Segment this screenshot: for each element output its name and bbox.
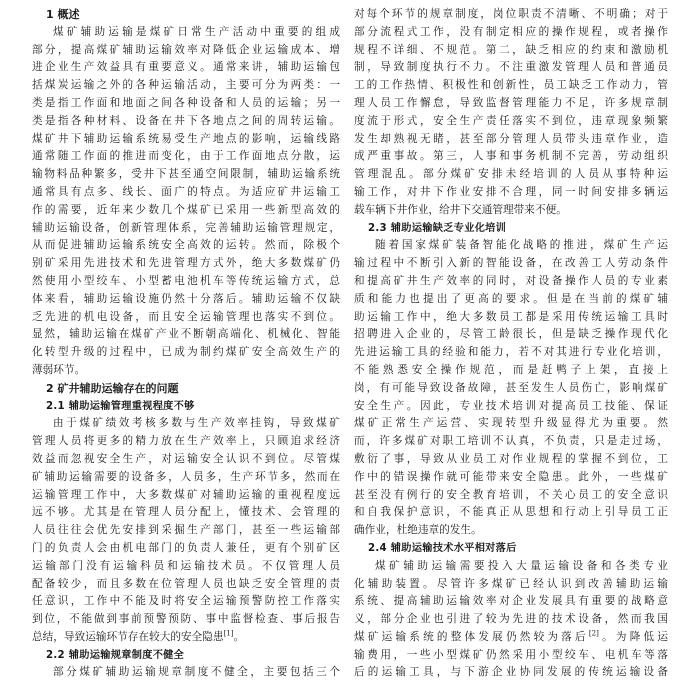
body-text-line: 运输管理工作中，大多数煤矿对辅助运输的重视程度远 <box>32 488 340 501</box>
subsection-heading: 2.3 辅助运输缺乏专业化培训 <box>368 222 507 234</box>
body-text-line: 义，部分企业也引进了较为先进的技术设备，然而我国 <box>354 613 668 626</box>
body-text-line: 质和能力也提出了更高的要求。但是在当前的煤矿辅 <box>354 292 668 305</box>
body-text-line: 效益而忽视安全生产，对运输安全认识不到位。尽管煤 <box>32 452 340 465</box>
body-text-line: 对每个环节的规章制度，岗位职责不清晰、不明确；对于 <box>354 8 668 20</box>
body-text-line: 辅助运输设备，创新管理体系，完善辅助运输管理规定， <box>32 221 340 234</box>
body-text-line: 化辅助装置。尽管许多煤矿已经认识到改善辅助运输 <box>354 577 668 590</box>
body-text-line: 载车辆下井作业，给井下交通管理带来不便。 <box>354 203 567 216</box>
right-column-text <box>354 6 668 682</box>
body-text-line: 薄弱环节。 <box>32 363 86 376</box>
body-text-line: 矿辅助运输需要的设备多，人员多，生产环节多，然而在 <box>32 470 340 483</box>
body-text-line: 通常随工作面的推进而变化，由于工作面地点分散，运 <box>32 150 340 163</box>
body-text-line: 门的负责人会由机电部门的负责人兼任，更有个别矿区 <box>32 541 340 554</box>
body-text-line: 煤矿井下辅助运输系统易受生产地点的影响，运输线路 <box>32 132 340 145</box>
body-text-line: 成严重事故。第三，人事和事务机制不完善，劳动组织 <box>354 150 668 163</box>
body-text-line: 输工作，对井下作业安排不合理，同一时间安排多辆运 <box>354 185 668 198</box>
body-text-line: 人员往往会优先安排到采掘生产部门，甚至一些运输部 <box>32 524 340 537</box>
body-text-line: 化转型升级的过程中，已成为制约煤矿安全高效生产的 <box>32 346 340 359</box>
body-text-line: 工的工作热情、积极性和创新性，员工缺乏工作动力，管 <box>354 79 668 92</box>
body-text-line: 然使用小型绞车、小型蓄电池机车等传统运输方式，总 <box>32 274 340 287</box>
body-text-line: 别矿采用先进技术和先进管理方式外，绝大多数煤矿仍 <box>32 257 340 270</box>
body-text-line: 乏先进的机电设备，而且安全运输管理也落实不到位。 <box>32 310 340 323</box>
body-text-line: 系统、提高辅助运输效率对企业发展具有重要的战略意 <box>354 595 668 608</box>
section-heading: 2 矿井辅助运输存在的问题 <box>46 381 179 395</box>
body-text-line: 作的需要，近年来少数几个煤矿已采用一些新型高效的 <box>32 203 340 216</box>
body-text-line: 而，许多煤矿对职工培训不认真，不负责，只是走过场， <box>354 435 668 448</box>
body-text-line: 招聘进入企业的，尽管工龄很长，但是缺乏操作现代化 <box>354 328 668 341</box>
body-text-line: 到位，不能做到事前预警预防、事中监督检查、事后报告 <box>32 613 340 626</box>
body-text-line: 岗，有可能导致设备故障，甚至发生人员伤亡，影响煤矿 <box>354 381 668 394</box>
left-column-text <box>32 6 340 682</box>
left-column <box>32 6 340 682</box>
body-text-line: 助运输工作中，绝大多数员工都是采用传统运输工具时 <box>354 310 668 323</box>
subsection-heading: 2.1 辅助运输管理重视程度不够 <box>46 400 195 412</box>
body-text-line: 进企业生产效益具有重要意义。通常来讲，辅助运输包 <box>32 61 340 74</box>
body-text-line: 理人员工作懈怠，导致监督管理能力不足，许多规章制 <box>354 96 668 109</box>
body-text-line: 管理人员将更多的精力放在生产效率上，只顾追求经济 <box>32 435 340 448</box>
subsection-heading: 2.2 辅助运输规章制度不健全 <box>46 649 185 661</box>
body-text-line: 随着国家煤矿装备智能化战略的推进，煤矿生产运 <box>375 239 668 252</box>
body-text-line: 煤矿辅助运输是煤矿日常生产活动中重要的组成 <box>53 25 340 38</box>
right-column <box>354 6 668 682</box>
section-heading: 1 概述 <box>46 8 80 21</box>
body-text-line: 任意识，工作中不能及时将安全运输预警防控工作落实 <box>32 595 340 608</box>
body-text-line: 通常具有点多、线长、面广的特点。为适应矿井运输工 <box>32 185 340 198</box>
body-text-line: 作中的错误操作就可能带来安全隐患。此外，一些煤矿 <box>354 470 668 483</box>
body-text-line: 从而促进辅助运输系统安全高效的运转。然而，除极个 <box>32 239 340 252</box>
body-text-line: 规程不详细、不规范。第二，缺乏相应的约束和激励机 <box>354 43 668 56</box>
citation-ref: [1] <box>223 629 234 638</box>
body-text-line: 体来看，辅助运输设施仍然十分落后。辅助运输不仅缺 <box>32 292 340 305</box>
body-text-line: 显然，辅助运输在煤矿产业不断朝高端化、机械化、智能 <box>32 328 340 341</box>
body-text-line: 运输部门没有运输科员和运输技术员。不仅管理人员 <box>32 559 340 572</box>
body-text-line: 甚至没有例行的安全教育培训，不关心员工的安全意识 <box>354 488 668 501</box>
body-text-line: 管理混乱。部分煤矿安排未经培训的人员从事特种运 <box>354 168 668 181</box>
body-text-line: 部分，提高煤矿辅助运输效率对降低企业运输成本、增 <box>32 43 340 56</box>
body-text-line: 部分煤矿辅助运输规章制度不健全，主要包括三个 <box>53 666 340 679</box>
body-text-line: 煤矿运输系统的整体发展仍然较为落后[2]。为降低运 <box>354 629 668 643</box>
body-text-line: 和自我保护意识，不能真正从思想和行动上引导员工正 <box>354 506 668 519</box>
body-text-line: 由于煤矿绩效考核多数与生产效率挂钩，导致煤矿 <box>53 417 340 430</box>
body-text-line: 煤矿正常生产运营、实现转型升级显得尤为重要。然 <box>354 417 668 430</box>
body-text-line: 发生却熟视无睹，甚至部分管理人员带头违章作业，造 <box>354 132 668 145</box>
body-text-line: 和提高矿井生产效率的同时，对设备操作人员的专业素 <box>354 274 668 287</box>
body-text-line: 度流于形式，安全生产责任落实不到位，违章现象频繁 <box>354 114 668 127</box>
body-text-line: 配备较少，而且多数在位管理人员也缺乏安全管理的责 <box>32 577 340 590</box>
body-text-line: 先进运输工具的经验和能力，若不对其进行专业化培训， <box>354 346 668 359</box>
body-text-line: 类是指工作面和地面之间各种设备和人员的运输；另一 <box>32 96 340 109</box>
citation-ref: [2] <box>588 629 599 638</box>
body-text-line: 总结，导致运输环节存在较大的安全隐患[1]。 <box>32 629 245 643</box>
body-text-line: 类是指各种材料、设备在井下各地点之间的周转运输。 <box>32 114 340 127</box>
body-text-line: 部分流程式工作，没有制定相应的操作规程，或者操作 <box>354 25 668 38</box>
body-text-line: 输费用，一些小型煤矿仍然采用小型绞车、电机车等落 <box>354 648 668 661</box>
body-text-line: 括煤炭运输之外的各种运输活动，主要可分为两类：一 <box>32 79 340 92</box>
body-text-line: 输过程中不断引入新的智能设备，在改善工人劳动条件 <box>354 257 668 270</box>
body-text-line: 制，导致制度执行不力。不注重激发管理人员和普通员 <box>354 61 668 74</box>
subsection-heading: 2.4 辅助运输技术水平相对落后 <box>368 542 517 554</box>
body-text-line: 后的运输工具，与下游企业协同发展的传统运输设备 <box>354 666 668 679</box>
body-text-line: 输物料品种繁多，受井下甚至通空间限制，辅助运输系统 <box>32 168 340 181</box>
body-text-line: 敷衍了事，导致从业员工对作业规程的掌握不到位，工 <box>354 452 668 465</box>
body-text-line: 确作业，杜绝违章的发生。 <box>354 524 482 537</box>
body-text-line: 不能熟悉安全操作规范，而是赶鸭子上架，直接上 <box>354 363 668 376</box>
body-text-line: 煤矿辅助运输需要投入大量运输设备和各类专业 <box>375 559 668 572</box>
body-text-line: 远不够。尤其是在管理人员分配上，懂技术、会管理的 <box>32 506 340 519</box>
body-text-line: 安全生产。因此，专业技术培训对提高员工技能、保证 <box>354 399 668 412</box>
